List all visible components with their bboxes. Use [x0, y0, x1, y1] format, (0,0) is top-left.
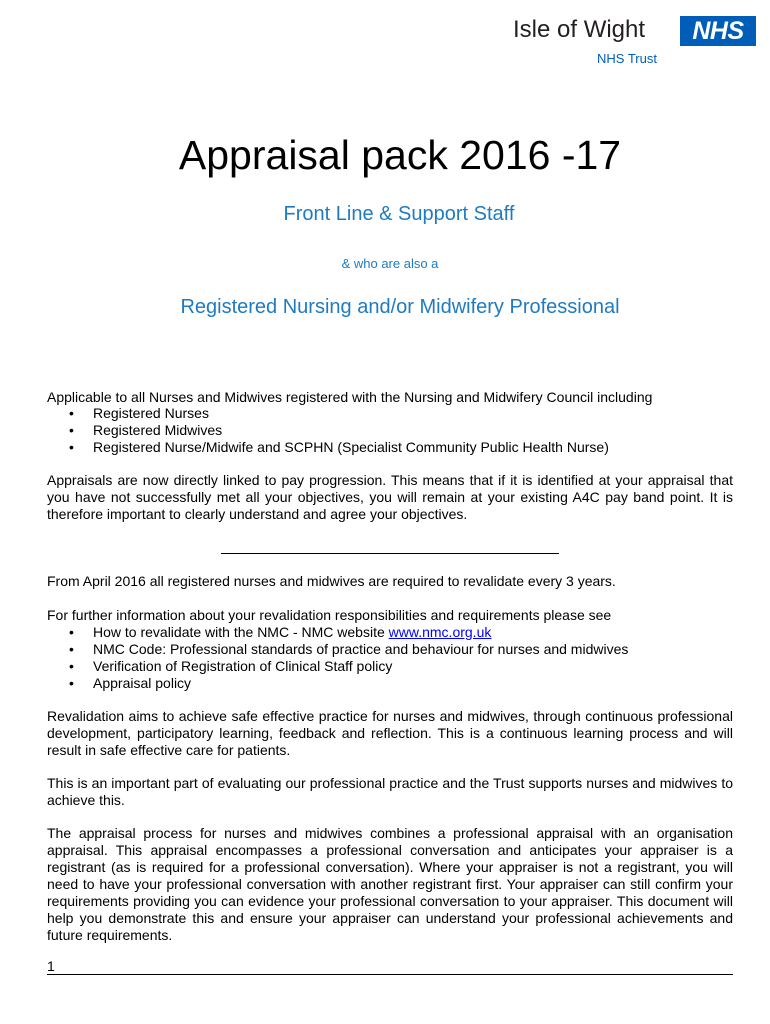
- logo-organisation-name: Isle of Wight: [513, 16, 646, 43]
- important-part-paragraph: This is an important part of evaluating our professional practice and the Trust supports nurses and midwives to achieve this.: [47, 775, 733, 808]
- document-subtitle: Front Line & Support Staff: [283, 203, 515, 225]
- resources-list: [47, 624, 628, 692]
- nmc-website-link[interactable]: www.nmc.org.uk: [388, 624, 492, 640]
- appraisal-process-paragraph: The appraisal process for nurses and midwives combines a professional appraisal with an organisation appraisal. This appraisal encompasses a professional conversation and anticipates your appraiser is a registrant (as is required for a professional conversation). Where your appraiser is not a registrant, you will need to have your professional conversation with another registrant first. Your appraiser can still confirm your requirements providing you can evidence your professional conversation to your appraiser. This document will help you demonstrate this and ensure your appraiser can understand your professional achievements and future requirements.: [47, 825, 733, 943]
- list-item: • Registered Nurses: [69, 405, 209, 421]
- list-item: • Registered Midwives: [69, 422, 223, 438]
- further-info-paragraph: For further information about your revalidation responsibilities and requirements please see: [47, 607, 612, 623]
- document-subtitle-secondary: Registered Nursing and/or Midwifery Professional: [180, 296, 620, 318]
- nhs-logo-badge: NHS: [680, 16, 756, 46]
- document-title: Appraisal pack 2016 -17: [178, 132, 622, 178]
- intro-paragraph: Applicable to all Nurses and Midwives registered with the Nursing and Midwifery Council including: [47, 389, 653, 405]
- logo-trust-label: NHS Trust: [597, 51, 657, 66]
- footer-divider: [47, 974, 733, 975]
- page-number: 1: [47, 958, 55, 974]
- pay-progression-paragraph: Appraisals are now directly linked to pay progression. This means that if it is identified at your appraisal that you have not successfully met all your objectives, you will remain at your existing A4C pay band point. It is therefore important to clearly understand and agree your objectives.: [47, 472, 733, 522]
- list-item: • NMC Code: Professional standards of practice and behaviour for nurses and midwives: [69, 641, 629, 657]
- list-item: • Verification of Registration of Clinical Staff policy: [69, 658, 393, 674]
- registrant-type-list: [47, 405, 609, 456]
- list-item: • Appraisal policy: [69, 675, 192, 691]
- connector-line: & who are also a: [341, 256, 439, 271]
- revalidate-paragraph: From April 2016 all registered nurses and midwives are required to revalidate every 3 years.: [47, 573, 616, 589]
- revalidation-aims-paragraph: Revalidation aims to achieve safe effective practice for nurses and midwives, through continuous professional development, participatory learning, feedback and reflection. This is a continuous learning process and will result in safe effective care for patients.: [47, 708, 733, 758]
- list-item: • How to revalidate with the NMC - NMC website www.nmc.org.uk: [69, 624, 492, 640]
- section-divider: [221, 553, 559, 554]
- list-item: • Registered Nurse/Midwife and SCPHN (Specialist Community Public Health Nurse): [69, 439, 609, 455]
